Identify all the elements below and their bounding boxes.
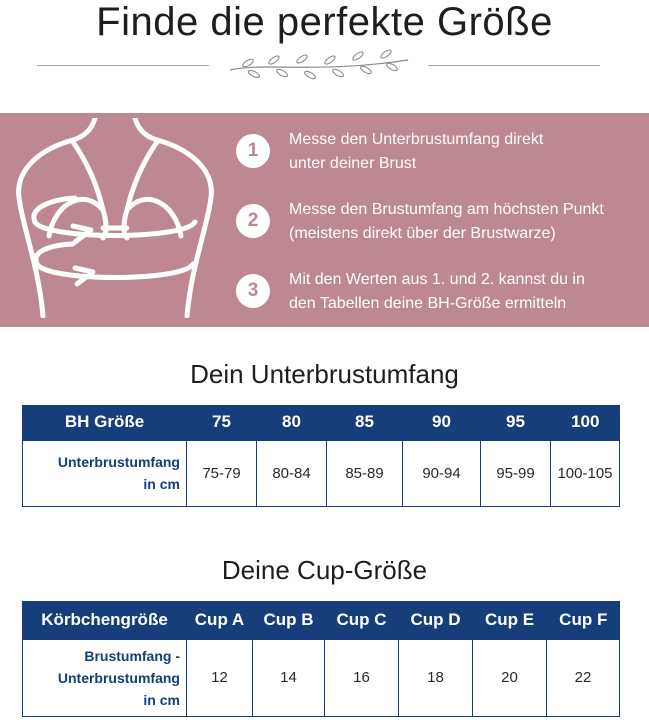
table-header-cell: 75: [187, 405, 257, 440]
table-header-cell: BH Größe: [23, 405, 187, 440]
table-header-cell: 90: [403, 405, 481, 440]
leaf-sprig-icon: [226, 48, 412, 80]
underbust-table: [22, 405, 620, 507]
step-number-badge: 1: [236, 134, 270, 168]
table-header-cell: 95: [481, 405, 551, 440]
torso-measurement-icon: [15, 118, 215, 318]
table-row-label-line: in cm: [143, 691, 180, 708]
divider-right: [428, 65, 600, 66]
step-text-line: den Tabellen deine BH-Größe ermitteln: [289, 295, 567, 312]
table-cell: 75-79: [187, 440, 257, 506]
table-header-cell: Cup C: [325, 601, 399, 639]
table-cell: 14: [253, 639, 325, 716]
table-header-cell: Cup A: [187, 601, 253, 639]
table-header-cell: Cup F: [547, 601, 620, 639]
table-cell: 20: [473, 639, 547, 716]
step-text: [289, 128, 649, 176]
table-header-cell: 85: [327, 405, 403, 440]
step-number-badge: 3: [236, 274, 270, 308]
step-text-line: unter deiner Brust: [289, 155, 417, 172]
step-number-badge: 2: [236, 204, 270, 238]
step-text-line: Messe den Unterbrustumfang direkt: [289, 131, 544, 148]
table-cell: 95-99: [481, 440, 551, 506]
table-header-cell: Cup E: [473, 601, 547, 639]
table-header-cell: Cup D: [399, 601, 473, 639]
table-header-row: [23, 405, 620, 440]
table-header-cell: 80: [257, 405, 327, 440]
cup-table: [22, 601, 620, 717]
step-text: [289, 268, 649, 316]
table-row-label-line: Brustumfang -: [84, 647, 180, 664]
table-row-label-line: Unterbrustumfang: [57, 454, 180, 470]
cup-section-title: Deine Cup-Größe: [221, 555, 428, 585]
table-cell: 85-89: [327, 440, 403, 506]
table-row-label-line: in cm: [143, 476, 180, 492]
table-row: [23, 440, 620, 506]
underbust-section-title: Dein Unterbrustumfang: [190, 359, 459, 389]
table-row-label: [23, 440, 187, 506]
table-row-label: [23, 639, 187, 716]
table-header-cell: Cup B: [253, 601, 325, 639]
step-text-line: Mit den Werten aus 1. und 2. kannst du in: [289, 271, 585, 288]
table-cell: 80-84: [257, 440, 327, 506]
page-title: Finde die perfekte Größe: [96, 0, 553, 44]
table-row-label-line: Unterbrustumfang: [57, 669, 180, 686]
table-row: [23, 639, 620, 716]
divider-left: [37, 65, 209, 66]
table-cell: 90-94: [403, 440, 481, 506]
table-cell: 100-105: [551, 440, 620, 506]
table-header-cell: Körbchengröße: [23, 601, 187, 639]
table-cell: 22: [547, 639, 620, 716]
table-header-row: [23, 601, 620, 639]
table-cell: 16: [325, 639, 399, 716]
step-text-line: Messe den Brustumfang am höchsten Punkt: [289, 201, 604, 218]
table-cell: 12: [187, 639, 253, 716]
step-text: [289, 198, 649, 246]
step-text-line: (meistens direkt über der Brustwarze): [289, 225, 556, 242]
table-header-cell: 100: [551, 405, 620, 440]
table-cell: 18: [399, 639, 473, 716]
